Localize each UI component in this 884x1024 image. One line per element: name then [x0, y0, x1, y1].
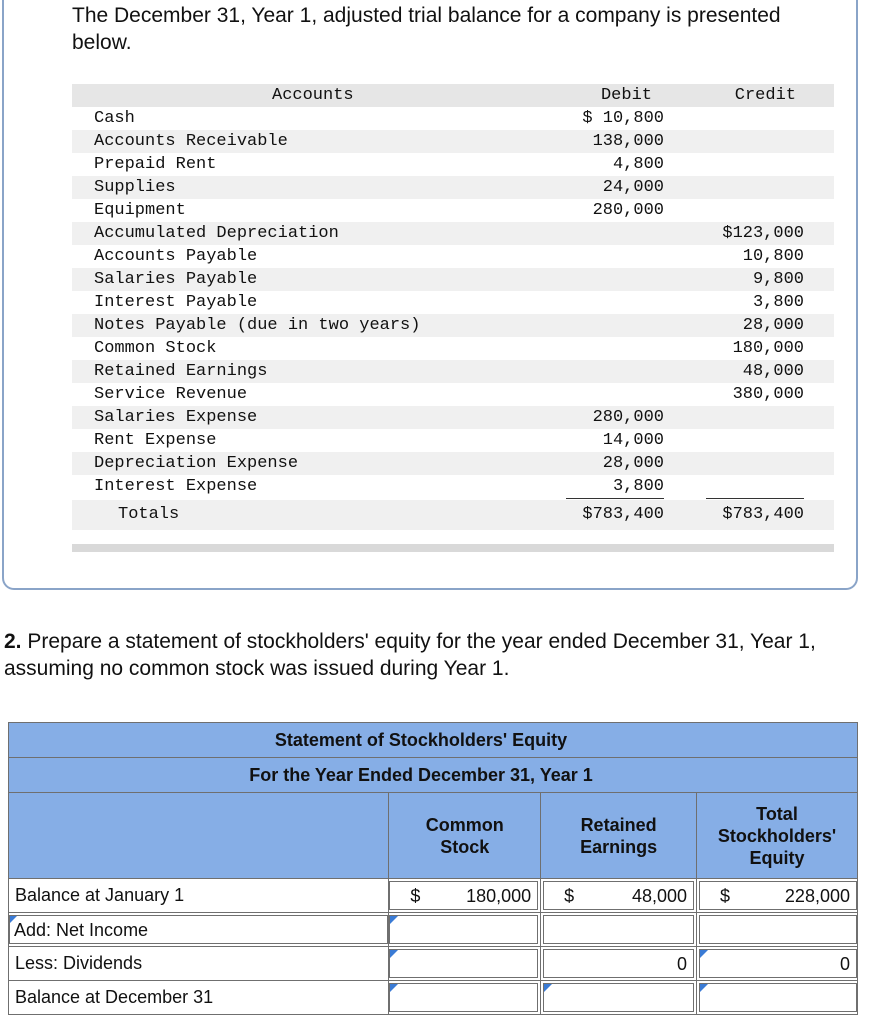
- trial-balance-row: [72, 314, 834, 337]
- input-total-jan1[interactable]: $ 228,000: [699, 881, 857, 910]
- label-balance-dec31: Balance at December 31: [9, 981, 389, 1015]
- debit-value: 24,000: [602, 178, 664, 197]
- credit-value: 180,000: [732, 339, 804, 358]
- trial-balance-row: [72, 475, 834, 498]
- statement-title: Statement of Stockholders' Equity: [9, 723, 858, 758]
- debit-value: 3,800: [612, 477, 664, 496]
- account-name: Equipment: [94, 201, 186, 220]
- credit-value: 10,800: [742, 247, 804, 266]
- debit-value: 280,000: [592, 201, 664, 220]
- input-retained-net-income[interactable]: [543, 915, 694, 944]
- statement-subtitle: For the Year Ended December 31, Year 1: [9, 758, 858, 793]
- trial-balance-header: [72, 84, 834, 107]
- blank-header: [9, 793, 389, 879]
- account-name: Common Stock: [94, 339, 217, 358]
- trial-balance-row: [72, 291, 834, 314]
- trial-balance-row: [72, 130, 834, 153]
- header-credit: Credit: [734, 86, 796, 105]
- trial-balance-row: [72, 337, 834, 360]
- trial-balance-row: [72, 176, 834, 199]
- credit-value: $123,000: [722, 224, 804, 243]
- header-accounts: Accounts: [272, 86, 354, 105]
- account-name: Depreciation Expense: [94, 454, 299, 473]
- debit-value: 28,000: [602, 454, 664, 473]
- trial-balance-row: [72, 245, 834, 268]
- question-number: 2.: [4, 630, 22, 653]
- label-dividends: Less: Dividends: [9, 947, 389, 981]
- label-balance-jan1: Balance at January 1: [9, 879, 389, 913]
- trial-balance-row: [72, 153, 834, 176]
- row-dividends: [9, 947, 858, 981]
- problem-card: [2, 0, 858, 590]
- totals-debit: $783,400: [582, 505, 664, 524]
- row-balance-jan1: [9, 879, 858, 913]
- header-debit: Debit: [600, 86, 652, 105]
- trial-balance-row: [72, 360, 834, 383]
- account-name: Cash: [94, 109, 135, 128]
- col-retained-earnings: Retained Earnings: [541, 793, 697, 879]
- account-name: Notes Payable (due in two years): [94, 316, 421, 335]
- debit-value: $ 10,800: [582, 109, 664, 128]
- account-name: Salaries Expense: [94, 408, 258, 427]
- account-name: Accounts Receivable: [94, 132, 288, 151]
- account-name: Interest Payable: [94, 293, 258, 312]
- trial-balance-table: [72, 84, 834, 552]
- account-name: Salaries Payable: [94, 270, 258, 289]
- col-common-stock: Common Stock: [389, 793, 541, 879]
- account-name: Accounts Payable: [94, 247, 258, 266]
- input-common-jan1[interactable]: $ 180,000: [389, 881, 538, 910]
- input-total-dividends[interactable]: 0: [699, 949, 857, 978]
- credit-value: 48,000: [742, 362, 804, 381]
- input-common-dec31[interactable]: [389, 983, 538, 1012]
- credit-value: 3,800: [752, 293, 804, 312]
- input-retained-dec31[interactable]: [543, 983, 694, 1012]
- question-2: [4, 628, 874, 682]
- trial-balance-row: [72, 268, 834, 291]
- debit-value: 280,000: [592, 408, 664, 427]
- trial-balance-row: [72, 222, 834, 245]
- account-name: Accumulated Depreciation: [94, 224, 339, 243]
- input-common-dividends[interactable]: [389, 949, 538, 978]
- trial-balance-totals: [72, 500, 834, 530]
- col-total-equity: Total Stockholders' Equity: [697, 793, 858, 879]
- totals-label: Totals: [118, 505, 180, 524]
- account-name: Interest Expense: [94, 477, 258, 496]
- input-total-dec31[interactable]: [699, 983, 857, 1012]
- totals-credit: $783,400: [722, 505, 804, 524]
- trial-balance-row: [72, 452, 834, 475]
- credit-value: 9,800: [752, 270, 804, 289]
- account-name: Service Revenue: [94, 385, 248, 404]
- input-total-net-income[interactable]: [699, 915, 857, 944]
- question-text: Prepare a statement of stockholders' equity for the year ended December 31, Year 1, assuming no common stock was issued during Year 1.: [4, 630, 816, 680]
- input-retained-jan1[interactable]: $ 48,000: [543, 881, 694, 910]
- intro-text: The December 31, Year 1, adjusted trial balance for a company is presented below.: [72, 4, 781, 54]
- trial-balance-row: [72, 199, 834, 222]
- debit-value: 138,000: [592, 132, 664, 151]
- account-name: Rent Expense: [94, 431, 217, 450]
- input-common-net-income[interactable]: [389, 915, 538, 944]
- table-bottom-bar: [72, 544, 834, 552]
- trial-balance-row: [72, 429, 834, 452]
- input-retained-dividends[interactable]: 0: [543, 949, 694, 978]
- trial-balance-row: [72, 383, 834, 406]
- debit-value: 14,000: [602, 431, 664, 450]
- account-name: Prepaid Rent: [94, 155, 217, 174]
- label-net-income[interactable]: Add: Net Income: [9, 913, 389, 947]
- account-name: Retained Earnings: [94, 362, 268, 381]
- trial-balance-row: [72, 406, 834, 429]
- row-net-income: [9, 913, 858, 947]
- debit-value: 4,800: [612, 155, 664, 174]
- credit-value: 28,000: [742, 316, 804, 335]
- credit-value: 380,000: [732, 385, 804, 404]
- row-balance-dec31: [9, 981, 858, 1015]
- account-name: Supplies: [94, 178, 176, 197]
- trial-balance-row: [72, 107, 834, 130]
- statement-table: [8, 722, 858, 1015]
